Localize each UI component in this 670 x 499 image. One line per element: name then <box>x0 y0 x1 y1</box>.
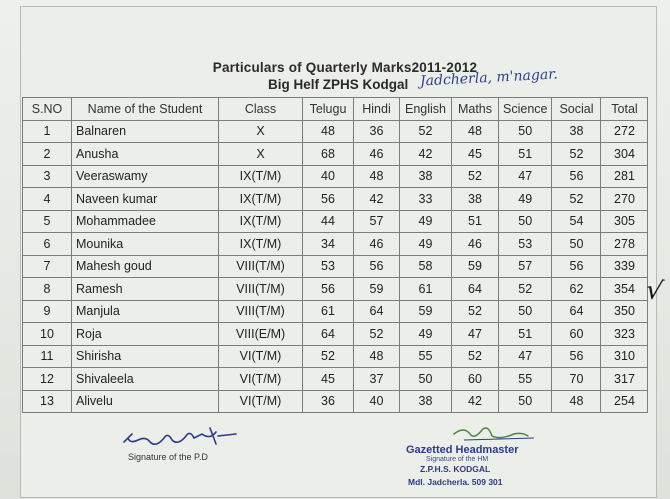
table-row <box>23 233 648 256</box>
cell-english: 33 <box>400 188 452 211</box>
cell-social: 70 <box>552 368 601 391</box>
cell-hindi: 57 <box>354 210 400 233</box>
pd-signature-label: Signature of the P.D <box>128 452 208 462</box>
stamp-address: Mdl. Jadcherla. 509 301 <box>408 477 503 487</box>
cell-maths: 51 <box>452 210 499 233</box>
cell-name: Naveen kumar <box>72 188 219 211</box>
cell-class: IX(T/M) <box>219 233 303 256</box>
cell-class: VIII(T/M) <box>219 300 303 323</box>
cell-total: 354 <box>601 278 648 301</box>
cell-telugu: 34 <box>303 233 354 256</box>
cell-name: Ramesh <box>72 278 219 301</box>
cell-science: 49 <box>499 188 552 211</box>
table-row <box>23 165 648 188</box>
cell-telugu: 56 <box>303 278 354 301</box>
cell-maths: 64 <box>452 278 499 301</box>
cell-class: X <box>219 143 303 166</box>
cell-english: 42 <box>400 143 452 166</box>
header-social: Social <box>552 98 601 121</box>
cell-telugu: 40 <box>303 165 354 188</box>
cell-sno: 5 <box>23 210 72 233</box>
cell-maths: 47 <box>452 323 499 346</box>
cell-class: VIII(T/M) <box>219 255 303 278</box>
cell-total: 270 <box>601 188 648 211</box>
cell-hindi: 56 <box>354 255 400 278</box>
cell-social: 56 <box>552 345 601 368</box>
stamp-title: Gazetted Headmaster <box>406 444 519 456</box>
cell-name: Alivelu <box>72 390 219 413</box>
table-header-row <box>23 98 648 121</box>
cell-maths: 52 <box>452 300 499 323</box>
cell-maths: 52 <box>452 165 499 188</box>
stamp-school: Z.P.H.S. KODGAL <box>420 464 491 474</box>
cell-total: 317 <box>601 368 648 391</box>
cell-maths: 38 <box>452 188 499 211</box>
cell-science: 52 <box>499 278 552 301</box>
cell-telugu: 61 <box>303 300 354 323</box>
cell-english: 38 <box>400 165 452 188</box>
table-row <box>23 210 648 233</box>
cell-english: 52 <box>400 120 452 143</box>
cell-telugu: 68 <box>303 143 354 166</box>
cell-hindi: 59 <box>354 278 400 301</box>
cell-social: 52 <box>552 188 601 211</box>
cell-english: 49 <box>400 323 452 346</box>
cell-total: 254 <box>601 390 648 413</box>
table-row <box>23 188 648 211</box>
cell-hindi: 46 <box>354 233 400 256</box>
cell-science: 50 <box>499 300 552 323</box>
cell-science: 50 <box>499 390 552 413</box>
cell-total: 305 <box>601 210 648 233</box>
table-row <box>23 143 648 166</box>
cell-sno: 11 <box>23 345 72 368</box>
cell-sno: 10 <box>23 323 72 346</box>
cell-sno: 8 <box>23 278 72 301</box>
cell-total: 304 <box>601 143 648 166</box>
cell-maths: 46 <box>452 233 499 256</box>
header-sno: S.NO <box>23 98 72 121</box>
cell-science: 51 <box>499 323 552 346</box>
cell-name: Mounika <box>72 233 219 256</box>
cell-hindi: 40 <box>354 390 400 413</box>
cell-social: 50 <box>552 233 601 256</box>
marks-table <box>22 97 648 413</box>
cell-telugu: 53 <box>303 255 354 278</box>
cell-telugu: 64 <box>303 323 354 346</box>
header-name: Name of the Student <box>72 98 219 121</box>
cell-class: IX(T/M) <box>219 165 303 188</box>
cell-hindi: 37 <box>354 368 400 391</box>
pd-signature-icon <box>120 422 240 452</box>
cell-science: 50 <box>499 210 552 233</box>
cell-sno: 13 <box>23 390 72 413</box>
cell-social: 56 <box>552 255 601 278</box>
cell-class: IX(T/M) <box>219 210 303 233</box>
cell-total: 323 <box>601 323 648 346</box>
cell-name: Mahesh goud <box>72 255 219 278</box>
cell-sno: 9 <box>23 300 72 323</box>
cell-sno: 4 <box>23 188 72 211</box>
cell-name: Shivaleela <box>72 368 219 391</box>
table-row <box>23 390 648 413</box>
cell-sno: 2 <box>23 143 72 166</box>
cell-name: Anusha <box>72 143 219 166</box>
cell-name: Shirisha <box>72 345 219 368</box>
cell-total: 272 <box>601 120 648 143</box>
cell-maths: 60 <box>452 368 499 391</box>
cell-english: 38 <box>400 390 452 413</box>
cell-telugu: 36 <box>303 390 354 413</box>
cell-hindi: 48 <box>354 165 400 188</box>
checkmark-icon: √ <box>643 274 666 308</box>
cell-telugu: 52 <box>303 345 354 368</box>
table-row <box>23 368 648 391</box>
cell-sno: 7 <box>23 255 72 278</box>
cell-science: 47 <box>499 165 552 188</box>
cell-telugu: 44 <box>303 210 354 233</box>
header-class: Class <box>219 98 303 121</box>
table-row <box>23 300 648 323</box>
cell-sno: 3 <box>23 165 72 188</box>
cell-class: VI(T/M) <box>219 390 303 413</box>
header-hindi: Hindi <box>354 98 400 121</box>
header-science: Science <box>499 98 552 121</box>
cell-class: VI(T/M) <box>219 345 303 368</box>
cell-name: Mohammadee <box>72 210 219 233</box>
cell-social: 56 <box>552 165 601 188</box>
cell-hindi: 48 <box>354 345 400 368</box>
cell-science: 50 <box>499 120 552 143</box>
cell-sno: 1 <box>23 120 72 143</box>
cell-class: VIII(E/M) <box>219 323 303 346</box>
cell-class: X <box>219 120 303 143</box>
handwritten-location-note: Jadcherla, m'nagar. <box>419 66 559 90</box>
cell-telugu: 45 <box>303 368 354 391</box>
cell-social: 48 <box>552 390 601 413</box>
cell-social: 60 <box>552 323 601 346</box>
cell-social: 54 <box>552 210 601 233</box>
cell-english: 58 <box>400 255 452 278</box>
cell-telugu: 56 <box>303 188 354 211</box>
cell-name: Veeraswamy <box>72 165 219 188</box>
cell-science: 55 <box>499 368 552 391</box>
cell-name: Roja <box>72 323 219 346</box>
cell-social: 64 <box>552 300 601 323</box>
cell-total: 310 <box>601 345 648 368</box>
cell-social: 62 <box>552 278 601 301</box>
cell-maths: 48 <box>452 120 499 143</box>
document-title: Particulars of Quarterly Marks2011-2012 <box>212 60 478 75</box>
cell-hindi: 52 <box>354 323 400 346</box>
cell-class: VIII(T/M) <box>219 278 303 301</box>
cell-hindi: 36 <box>354 120 400 143</box>
cell-class: VI(T/M) <box>219 368 303 391</box>
cell-english: 49 <box>400 233 452 256</box>
cell-maths: 52 <box>452 345 499 368</box>
cell-english: 59 <box>400 300 452 323</box>
cell-science: 53 <box>499 233 552 256</box>
cell-telugu: 48 <box>303 120 354 143</box>
cell-english: 61 <box>400 278 452 301</box>
stamp-subtitle: Signature of the HM <box>426 456 489 463</box>
cell-english: 55 <box>400 345 452 368</box>
cell-hindi: 64 <box>354 300 400 323</box>
cell-maths: 59 <box>452 255 499 278</box>
header-english: English <box>400 98 452 121</box>
cell-english: 49 <box>400 210 452 233</box>
table-row <box>23 255 648 278</box>
header-maths: Maths <box>452 98 499 121</box>
cell-hindi: 46 <box>354 143 400 166</box>
cell-sno: 6 <box>23 233 72 256</box>
cell-social: 52 <box>552 143 601 166</box>
table-row <box>23 345 648 368</box>
cell-science: 47 <box>499 345 552 368</box>
cell-name: Balnaren <box>72 120 219 143</box>
cell-class: IX(T/M) <box>219 188 303 211</box>
cell-total: 339 <box>601 255 648 278</box>
table-row <box>23 120 648 143</box>
cell-science: 57 <box>499 255 552 278</box>
cell-total: 350 <box>601 300 648 323</box>
header-total: Total <box>601 98 648 121</box>
cell-total: 278 <box>601 233 648 256</box>
header-telugu: Telugu <box>303 98 354 121</box>
cell-english: 50 <box>400 368 452 391</box>
cell-name: Manjula <box>72 300 219 323</box>
cell-sno: 12 <box>23 368 72 391</box>
cell-social: 38 <box>552 120 601 143</box>
cell-maths: 45 <box>452 143 499 166</box>
cell-science: 51 <box>499 143 552 166</box>
school-name: Big Helf ZPHS Kodgal <box>268 77 409 92</box>
cell-maths: 42 <box>452 390 499 413</box>
table-row <box>23 323 648 346</box>
cell-hindi: 42 <box>354 188 400 211</box>
cell-total: 281 <box>601 165 648 188</box>
table-row <box>23 278 648 301</box>
